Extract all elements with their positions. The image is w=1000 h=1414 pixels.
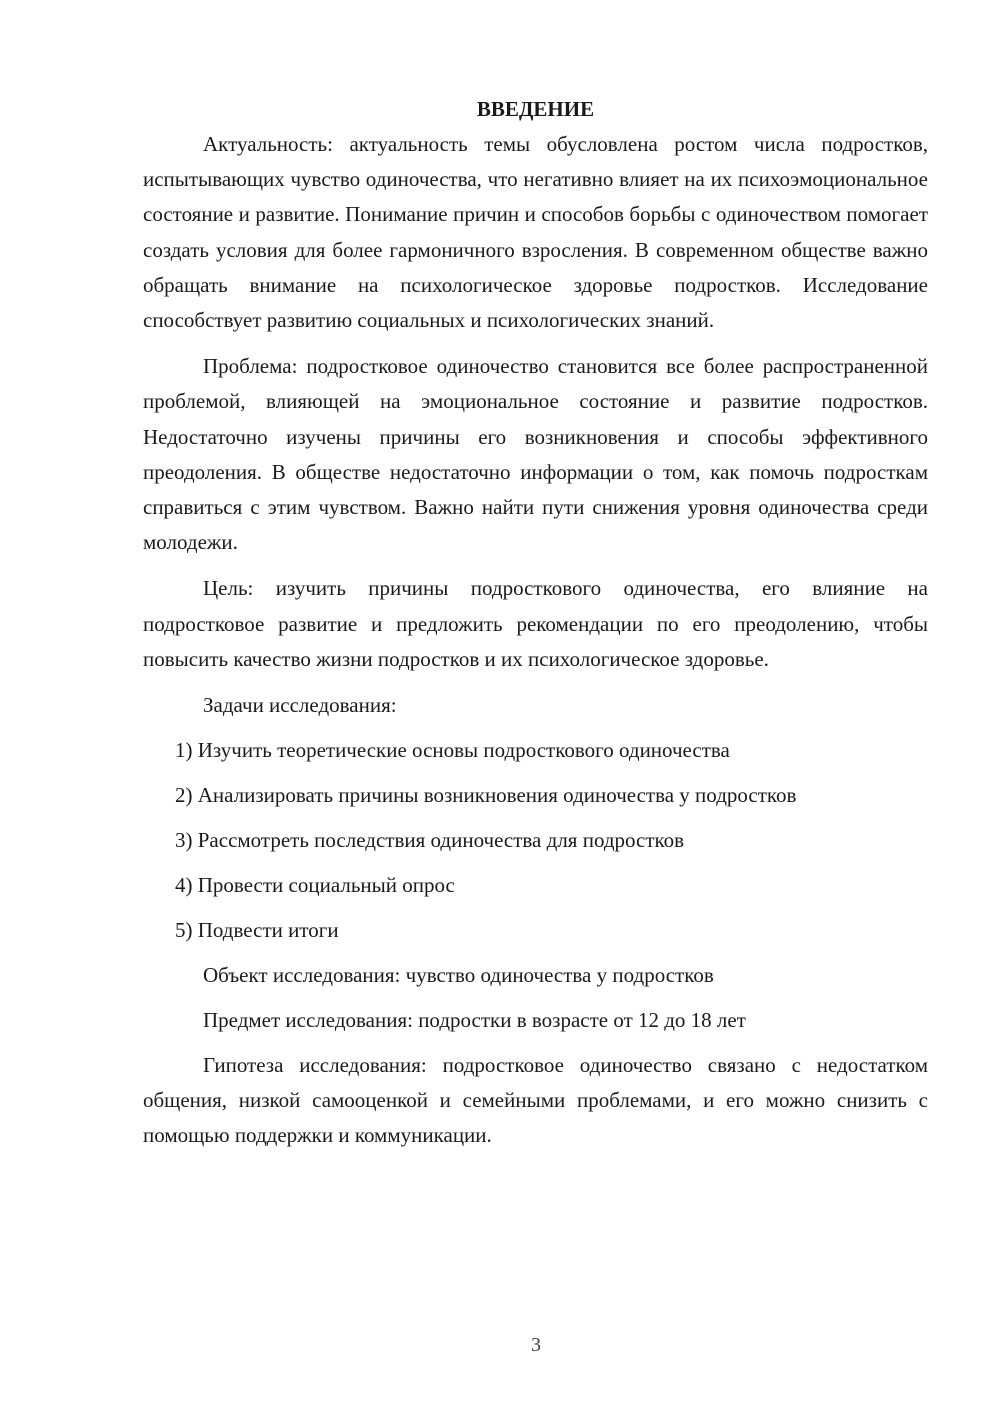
task-item: 1) Изучить теоретические основы подросткового одиночества	[175, 738, 730, 763]
relevance-paragraph: Актуальность: актуальность темы обусловлена ростом числа подростков, испытывающих чувство одиночества, что негативно влияет на их психоэмоциональное состояние и развитие. Понимание причин и способов борьбы с одиночеством помогает создать условия для более гармоничного взросления. В современном обществе важно обращать внимание на психологическое здоровье подростков. Исследование способствует развитию социальных и психологических знаний.	[143, 132, 928, 333]
page-number: 3	[531, 1334, 541, 1356]
object-line: Объект исследования: чувство одиночества у подростков	[203, 963, 714, 988]
task-item: 4) Провести социальный опрос	[175, 873, 455, 898]
tasks-list	[143, 733, 928, 948]
section-title: ВВЕДЕНИЕ	[476, 97, 595, 121]
subject-line: Предмет исследования: подростки в возрасте от 12 до 18 лет	[203, 1008, 746, 1033]
problem-paragraph: Проблема: подростковое одиночество становится все более распространенной проблемой, влияющей на эмоциональное состояние и развитие подростков. Недостаточно изучены причины его возникновения и способы эффективного преодоления. В обществе недостаточно информации о том, как помочь подросткам справиться с этим чувством. Важно найти пути снижения уровня одиночества среди молодежи.	[143, 354, 928, 555]
document-page	[143, 92, 928, 1154]
goal-paragraph: Цель: изучить причины подросткового одиночества, его влияние на подростковое развитие и предложить рекомендации по его преодолению, чтобы повысить качество жизни подростков и их психологическое здоровье.	[143, 576, 928, 671]
hypothesis-paragraph: Гипотеза исследования: подростковое одиночество связано с недостатком общения, низкой самооценкой и семейными проблемами, и его можно снизить с помощью поддержки и коммуникации.	[143, 1053, 928, 1148]
task-item: 3) Рассмотреть последствия одиночества для подростков	[175, 828, 685, 853]
task-item: 5) Подвести итоги	[175, 918, 339, 943]
tasks-heading: Задачи исследования:	[203, 693, 397, 718]
task-item: 2) Анализировать причины возникновения одиночества у подростков	[175, 783, 797, 808]
